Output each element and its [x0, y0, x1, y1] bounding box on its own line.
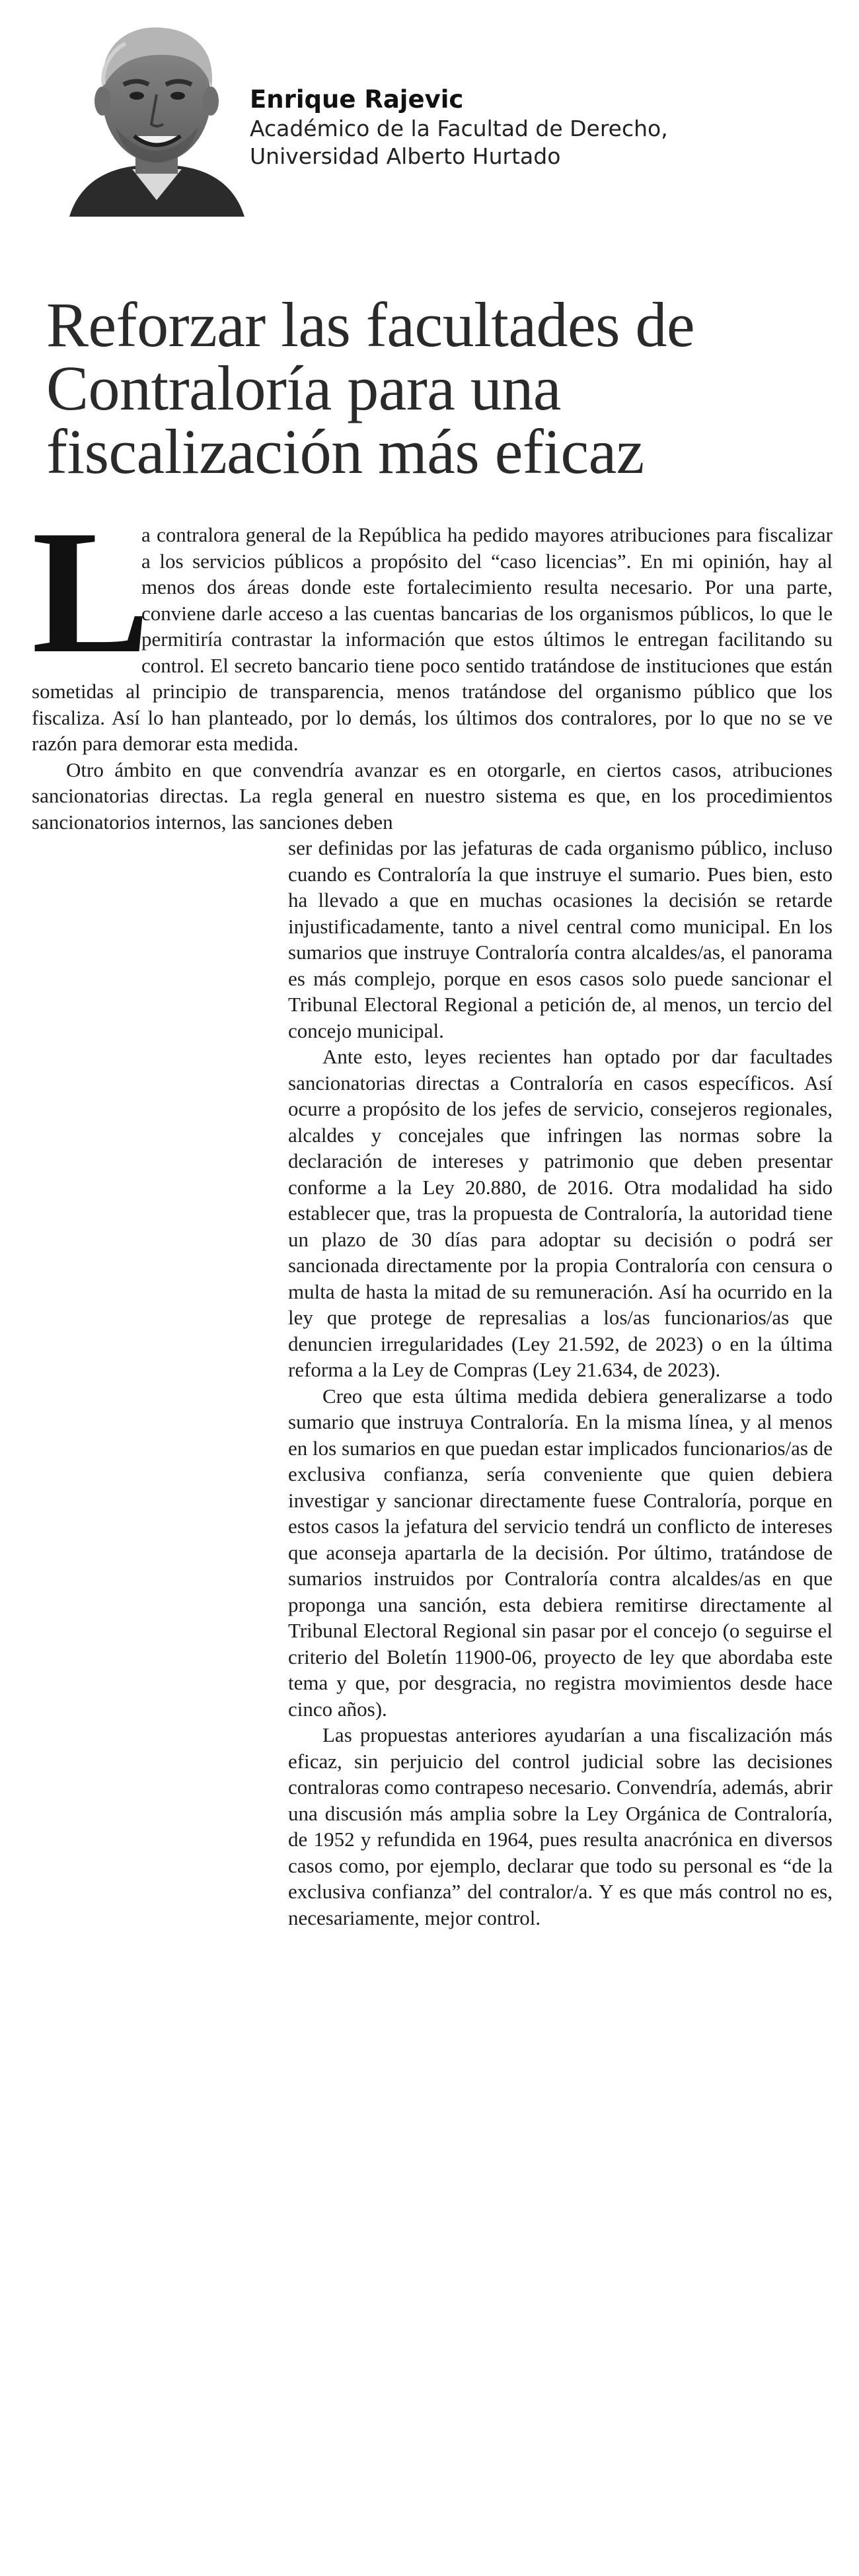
- article-body: [32, 493, 833, 1931]
- paragraph-1-text: a contralora general de la República ha pedido mayores atribuciones para fiscalizar a los servicios públicos a propósito del “caso licencias”. En mi opinión, hay al menos dos áreas donde este fortalecimiento resulta necesario. Por una parte, conviene darle acceso a las cuentas bancarias de los organismos públicos, lo que le permitiría contrastar la información que estos últimos le entregan facilitando su control. El secreto bancario tiene poco sentido tratándose de instituciones que están sometidas al principio de transparencia, menos tratándose del organismo público que los fiscaliza. Así lo han planteado, por lo demás, los últimos dos contralores, por lo que no se ve razón para demorar esta medida.: [32, 523, 833, 755]
- paragraph-5: Las propuestas anteriores ayudarían a una fiscalización más eficaz, sin perjuicio del control judicial sobre las decisiones contraloras como contrapeso necesario. Convendría, además, abrir una discusión más amplia sobre la Ley Orgánica de Contraloría, de 1952 y refundida en 1964, pues resulta anacrónica en diversos casos como, por ejemplo, declarar que todo su personal es “de la exclusiva confianza” del contralor/a. Y es que más control no es, necesariamente, mejor control.: [288, 1723, 833, 1929]
- author-byline: [250, 85, 778, 170]
- author-role-line-1: Académico de la Facultad de Derecho,: [250, 116, 668, 141]
- paragraph-3: Ante esto, leyes recientes han optado por dar facultades sancionatorias directas a Contraloría en casos específicos. Así ocurre a propósito de los jefes de servicio, consejeros regionales, alcaldes y concejales que infringen las normas sobre la declaración de intereses y patrimonio que deben presentar conforme a la Ley 20.880, de 2016. Otra modalidad ha sido establecer que, tras la propuesta de Contraloría, la autoridad tiene un plazo de 30 días para adoptar su decisión o podrá ser sancionada directamente por la propia Contraloría con censura o multa de hasta la mitad de su remuneración. Así ha ocurrido en la ley que protege de represalias a los/as funcionarios/as que denuncien irregularidades (Ley 21.592, de 2023) o en la última reforma a la Ley de Compras (Ley 21.634, de 2023).: [288, 1045, 833, 1381]
- paragraph-1: [32, 493, 833, 757]
- paragraph-2-continued: ser definidas por las jefaturas de cada organismo público, incluso cuando es Contraloría la que instruye el sumario. Pues bien, esto ha llevado a que en muchas ocasiones la decisión se retarde injustificadamente, tanto a nivel central como municipal. En los sumarios que instruye Contraloría contra alcaldes/as, el panorama es más complejo, porque en esos casos solo puede sancionar el Tribunal Electoral Regional a petición de, al menos, un tercio del concejo municipal.: [288, 836, 833, 1042]
- author-photo: [63, 18, 251, 217]
- headline: Reforzar las facultades de Contraloría para una fiscalización más eficaz: [46, 289, 695, 487]
- paragraph-4: Creo que esta última medida debiera generalizarse a todo sumario que instruya Contraloría. En la misma línea, y al menos en los sumarios en que puedan estar implicados funcionarios/as de exclusiva confianza, sería conveniente que quien debiera investigar y sancionar directamente fuese Contraloría, porque en estos casos la jefatura del servicio tendrá un conflicto de intereses que aconseja apartarla de la decisión. Por último, tratándose de sumarios instruidos por Contraloría contra alcaldes/as en que proponga una sanción, esta debiera remitirse directamente al Tribunal Electoral Regional sin pasar por el concejo (o seguirse el criterio del Boletín 11900-06, proyecto de ley que abordaba este tema y que, por desgracia, no registra movimientos desde hace cinco años).: [288, 1384, 833, 1721]
- article-header: [0, 0, 859, 225]
- narrow-column: [288, 835, 833, 1931]
- author-name: Enrique Rajevic: [250, 85, 464, 114]
- drop-cap: L: [32, 493, 150, 690]
- author-portrait-illustration: [63, 18, 251, 217]
- paragraph-2: Otro ámbito en que convendría avanzar es en otorgarle, en ciertos casos, atribuciones sancionatorias directas. La regla general en nuestro sistema es que, en los procedimientos sancionatorios internos, las sanciones deben: [32, 758, 833, 834]
- author-role-line-2: Universidad Alberto Hurtado: [250, 143, 561, 169]
